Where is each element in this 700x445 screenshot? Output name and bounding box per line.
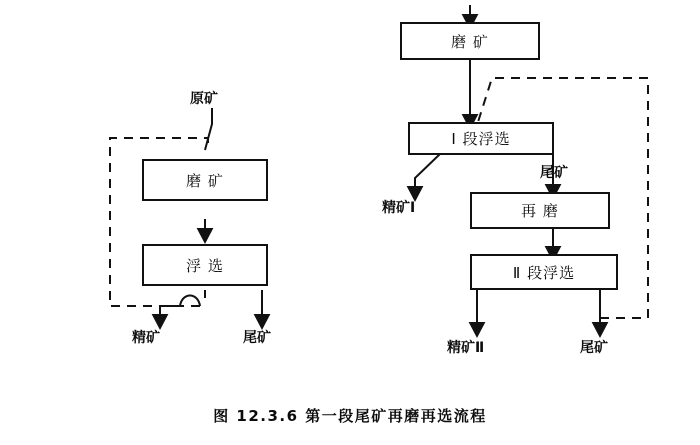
right-box-float2-label: Ⅱ 段浮选 [512, 263, 576, 282]
right-box-float1-label: Ⅰ 段浮选 [451, 130, 511, 148]
left-label-feed: 原矿 [190, 91, 218, 107]
left-box-grind-label: 磨 矿 [186, 171, 224, 190]
right-box-float2 [470, 254, 618, 290]
left-label-concentrate: 精矿 [132, 330, 160, 346]
figure-caption: 图 12.3.6 第一段尾矿再磨再选流程 [213, 407, 487, 425]
right-box-grind-label: 磨 矿 [451, 32, 489, 51]
right-label-tailing-2: 尾矿 [580, 340, 608, 356]
right-box-regrind-label: 再 磨 [521, 202, 559, 220]
right-label-tailing-1: 尾矿 [540, 165, 568, 181]
left-box-grind [142, 159, 268, 201]
left-box-float-label: 浮 选 [186, 256, 224, 275]
right-label-concentrate-2: 精矿Ⅱ [447, 340, 485, 356]
left-label-tailing: 尾矿 [243, 330, 271, 346]
right-box-float1 [408, 122, 554, 155]
right-box-grind [400, 22, 540, 60]
right-label-concentrate-1: 精矿Ⅰ [382, 200, 416, 216]
left-box-float [142, 244, 268, 286]
right-box-regrind [470, 192, 610, 229]
